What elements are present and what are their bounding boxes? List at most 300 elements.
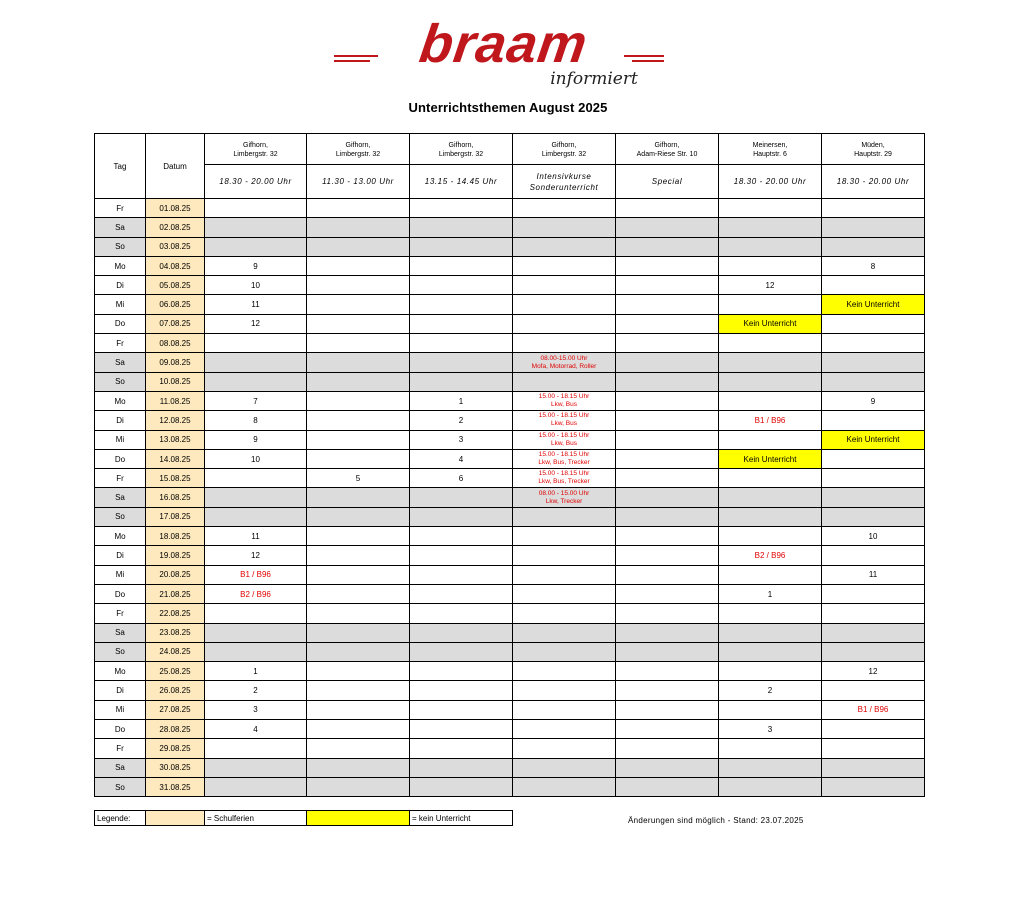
day-cell: Sa: [95, 623, 146, 642]
schedule-cell: [616, 295, 719, 314]
schedule-cell: 10: [822, 527, 925, 546]
day-cell: So: [95, 237, 146, 256]
schedule-cell: 9: [822, 391, 925, 410]
date-cell: 11.08.25: [146, 391, 205, 410]
table-row: [95, 199, 925, 218]
schedule-cell: [513, 372, 616, 391]
date-cell: 26.08.25: [146, 681, 205, 700]
schedule-cell: [822, 237, 925, 256]
schedule-cell: [822, 623, 925, 642]
schedule-cell: [307, 314, 410, 333]
schedule-cell: [410, 527, 513, 546]
header-time-3: [410, 165, 513, 199]
header-time-line: 11.30 - 13.00 Uhr: [322, 177, 394, 186]
schedule-cell: [719, 758, 822, 777]
table-row: [95, 488, 925, 507]
day-cell: Mo: [95, 662, 146, 681]
schedule-cell: [410, 739, 513, 758]
schedule-cell: 11: [822, 565, 925, 584]
schedule-cell: [410, 334, 513, 353]
schedule-cell: [616, 584, 719, 603]
schedule-cell: [822, 199, 925, 218]
schedule-cell: [719, 469, 822, 488]
schedule-cell: [307, 353, 410, 372]
schedule-cell: [205, 237, 307, 256]
table-row: [95, 700, 925, 719]
schedule-cell: [307, 334, 410, 353]
table-row: [95, 546, 925, 565]
header-time-row: [95, 165, 925, 199]
schedule-cell: Kein Unterricht: [822, 295, 925, 314]
header-location-street: Hauptstr. 29: [854, 151, 892, 158]
schedule-cell: [616, 391, 719, 410]
schedule-cell: [410, 758, 513, 777]
schedule-cell: [822, 739, 925, 758]
schedule-cell: [616, 720, 719, 739]
schedule-cell: [205, 507, 307, 526]
schedule-body: [95, 199, 925, 797]
schedule-cell: [719, 295, 822, 314]
header-time-4: [513, 165, 616, 199]
schedule-cell: [307, 411, 410, 430]
schedule-cell: [719, 353, 822, 372]
schedule-cell: [616, 681, 719, 700]
schedule-cell: [410, 700, 513, 719]
schedule-cell: [513, 430, 616, 449]
schedule-cell: [205, 334, 307, 353]
header-location-street: Limbergstr. 32: [541, 151, 587, 158]
schedule-cell: [205, 469, 307, 488]
stand-note: Änderungen sind möglich - Stand: 23.07.2025: [628, 816, 804, 825]
intensive-course-line: Lkw, Bus: [550, 420, 577, 428]
date-cell: 04.08.25: [146, 256, 205, 275]
logo-speed-line: [632, 60, 664, 62]
legend-table: [94, 810, 513, 826]
header-location-street: Limbergstr. 32: [233, 151, 278, 158]
day-cell: Do: [95, 314, 146, 333]
schedule-cell: 12: [719, 276, 822, 295]
schedule-cell: [513, 739, 616, 758]
header-datum: Datum: [146, 134, 205, 199]
schedule-cell: [410, 199, 513, 218]
schedule-cell: 9: [205, 430, 307, 449]
schedule-cell: [410, 295, 513, 314]
schedule-cell: 8: [205, 411, 307, 430]
header-location-city: Gifhorn,: [654, 142, 680, 149]
table-row: [95, 662, 925, 681]
header-location-2: [307, 134, 410, 165]
schedule-cell: B1 / B96: [822, 700, 925, 719]
legend-kein-unterricht-swatch: [307, 811, 410, 826]
schedule-cell: [513, 720, 616, 739]
schedule-cell: [307, 777, 410, 796]
schedule-cell: 11: [205, 295, 307, 314]
date-cell: 02.08.25: [146, 218, 205, 237]
date-cell: 16.08.25: [146, 488, 205, 507]
schedule-cell: [616, 565, 719, 584]
schedule-cell: [410, 777, 513, 796]
schedule-cell: [307, 623, 410, 642]
schedule-cell: [205, 199, 307, 218]
day-cell: Fr: [95, 199, 146, 218]
date-cell: 14.08.25: [146, 449, 205, 468]
schedule-cell: [616, 276, 719, 295]
schedule-cell: [205, 642, 307, 661]
schedule-cell: [616, 411, 719, 430]
schedule-cell: [616, 353, 719, 372]
table-row: [95, 623, 925, 642]
schedule-cell: [513, 276, 616, 295]
schedule-cell: [205, 739, 307, 758]
schedule-cell: 3: [719, 720, 822, 739]
table-row: [95, 353, 925, 372]
schedule-cell: [205, 353, 307, 372]
schedule-cell: [513, 391, 616, 410]
table-row: [95, 527, 925, 546]
header-location-5: [616, 134, 719, 165]
schedule-cell: [719, 739, 822, 758]
schedule-cell: [513, 449, 616, 468]
schedule-cell: 2: [410, 411, 513, 430]
day-cell: Di: [95, 546, 146, 565]
schedule-cell: [822, 334, 925, 353]
intensive-course-line: 15.00 - 18.15 Uhr: [538, 470, 590, 478]
schedule-cell: [513, 507, 616, 526]
legend-label: Legende:: [95, 811, 146, 826]
table-row: [95, 739, 925, 758]
schedule-cell: 9: [205, 256, 307, 275]
schedule-cell: B2 / B96: [719, 546, 822, 565]
date-cell: 12.08.25: [146, 411, 205, 430]
day-cell: Mi: [95, 700, 146, 719]
table-row: [95, 276, 925, 295]
schedule-cell: [719, 527, 822, 546]
schedule-cell: [513, 469, 616, 488]
schedule-cell: [616, 546, 719, 565]
header-location-city: Müden,: [861, 142, 885, 149]
schedule-cell: [616, 739, 719, 758]
schedule-cell: [616, 623, 719, 642]
day-cell: Fr: [95, 604, 146, 623]
logo-subtext: informiert: [550, 69, 638, 89]
header-time-1: [205, 165, 307, 199]
day-cell: Mi: [95, 565, 146, 584]
schedule-cell: [822, 758, 925, 777]
schedule-cell: [307, 449, 410, 468]
schedule-cell: [719, 256, 822, 275]
schedule-cell: [410, 681, 513, 700]
schedule-cell: [822, 372, 925, 391]
schedule-cell: [719, 218, 822, 237]
schedule-cell: [513, 777, 616, 796]
schedule-cell: [822, 720, 925, 739]
header-time-5: [616, 165, 719, 199]
page-title: Unterrichtsthemen August 2025: [408, 100, 608, 115]
schedule-cell: [513, 584, 616, 603]
schedule-cell: Kein Unterricht: [719, 449, 822, 468]
intensive-course-line: Lkw, Trecker: [545, 497, 583, 505]
intensive-course-line: 15.00 - 18.15 Uhr: [538, 393, 590, 401]
header-location-3: [410, 134, 513, 165]
table-row: [95, 758, 925, 777]
header-time-2: [307, 165, 410, 199]
schedule-cell: 4: [410, 449, 513, 468]
intensive-course-line: 08.00 - 15.00 Uhr: [538, 489, 590, 497]
logo-speed-line: [334, 60, 370, 62]
schedule-cell: [822, 681, 925, 700]
schedule-cell: [616, 430, 719, 449]
intensive-course-line: 15.00 - 18.15 Uhr: [538, 451, 590, 458]
header-time-line: Sonderunterricht: [529, 182, 599, 192]
schedule-cell: 5: [307, 469, 410, 488]
date-cell: 18.08.25: [146, 527, 205, 546]
schedule-cell: [513, 662, 616, 681]
header-location-city: Gifhorn,: [345, 142, 371, 149]
intensive-course-line: Lkw, Bus, Trecker: [538, 478, 590, 486]
date-cell: 28.08.25: [146, 720, 205, 739]
schedule-cell: [822, 314, 925, 333]
logo-speed-line: [624, 55, 664, 57]
schedule-cell: [410, 314, 513, 333]
schedule-cell: [307, 295, 410, 314]
schedule-cell: [719, 623, 822, 642]
table-row: [95, 720, 925, 739]
schedule-cell: [410, 237, 513, 256]
header-location-street: Limbergstr. 32: [335, 151, 381, 158]
header-time-line: 18.30 - 20.00 Uhr: [836, 177, 910, 186]
day-cell: Mo: [95, 256, 146, 275]
date-cell: 22.08.25: [146, 604, 205, 623]
intensive-course-line: 15.00 - 18.15 Uhr: [538, 412, 590, 420]
header-location-city: Gifhorn,: [243, 142, 268, 149]
schedule-cell: [616, 199, 719, 218]
logo-wordmark: braam: [416, 14, 592, 74]
day-cell: So: [95, 507, 146, 526]
schedule-cell: [513, 642, 616, 661]
schedule-cell: [205, 604, 307, 623]
date-cell: 24.08.25: [146, 642, 205, 661]
intensive-course-line: 15.00 - 18.15 Uhr: [538, 431, 590, 439]
schedule-cell: 10: [205, 449, 307, 468]
schedule-cell: [616, 237, 719, 256]
schedule-cell: [822, 449, 925, 468]
schedule-cell: [410, 507, 513, 526]
date-cell: 07.08.25: [146, 314, 205, 333]
schedule-cell: 7: [205, 391, 307, 410]
header-tag: Tag: [95, 134, 146, 199]
schedule-cell: [513, 681, 616, 700]
schedule-cell: [719, 237, 822, 256]
schedule-cell: [822, 584, 925, 603]
schedule-cell: [307, 681, 410, 700]
schedule-cell: [513, 256, 616, 275]
schedule-cell: [307, 256, 410, 275]
schedule-cell: [513, 411, 616, 430]
day-cell: So: [95, 642, 146, 661]
date-cell: 29.08.25: [146, 739, 205, 758]
schedule-cell: [205, 758, 307, 777]
day-cell: Sa: [95, 218, 146, 237]
schedule-cell: [205, 623, 307, 642]
schedule-cell: [410, 623, 513, 642]
schedule-cell: [719, 488, 822, 507]
schedule-cell: [719, 507, 822, 526]
date-cell: 03.08.25: [146, 237, 205, 256]
day-cell: Fr: [95, 334, 146, 353]
schedule-cell: [616, 372, 719, 391]
schedule-cell: B2 / B96: [205, 584, 307, 603]
table-row: [95, 565, 925, 584]
schedule-cell: 10: [205, 276, 307, 295]
schedule-cell: 12: [205, 314, 307, 333]
header-time-line: Intensivkurse: [536, 171, 592, 181]
schedule-cell: [719, 391, 822, 410]
schedule-cell: [616, 604, 719, 623]
schedule-cell: [513, 700, 616, 719]
date-cell: 25.08.25: [146, 662, 205, 681]
schedule-cell: B1 / B96: [205, 565, 307, 584]
day-cell: Do: [95, 449, 146, 468]
schedule-cell: [205, 218, 307, 237]
schedule-cell: [410, 565, 513, 584]
schedule-cell: [307, 739, 410, 758]
schedule-cell: [822, 546, 925, 565]
schedule-cell: [719, 565, 822, 584]
schedule-cell: [616, 334, 719, 353]
schedule-cell: [307, 276, 410, 295]
date-cell: 20.08.25: [146, 565, 205, 584]
schedule-cell: [307, 391, 410, 410]
schedule-cell: [719, 642, 822, 661]
schedule-table: [94, 133, 925, 797]
schedule-cell: [513, 199, 616, 218]
schedule-cell: [616, 314, 719, 333]
intensive-course-line: Lkw, Bus: [550, 401, 577, 409]
date-cell: 06.08.25: [146, 295, 205, 314]
schedule-cell: [616, 777, 719, 796]
date-cell: 27.08.25: [146, 700, 205, 719]
header-time-line: 13.15 - 14.45 Uhr: [424, 177, 498, 186]
table-row: [95, 469, 925, 488]
schedule-cell: [616, 256, 719, 275]
header-location-street: Hauptstr. 6: [753, 151, 787, 158]
day-cell: Di: [95, 681, 146, 700]
table-row: [95, 295, 925, 314]
schedule-cell: [719, 777, 822, 796]
logo-speed-line: [334, 55, 378, 57]
schedule-cell: 1: [410, 391, 513, 410]
schedule-cell: [307, 507, 410, 526]
table-row: [95, 256, 925, 275]
table-row: [95, 218, 925, 237]
header-location-1: [205, 134, 307, 165]
schedule-cell: [616, 218, 719, 237]
schedule-cell: [307, 527, 410, 546]
schedule-cell: [410, 372, 513, 391]
header-location-6: [719, 134, 822, 165]
schedule-cell: [410, 604, 513, 623]
schedule-cell: [616, 642, 719, 661]
schedule-cell: [307, 584, 410, 603]
schedule-cell: [822, 777, 925, 796]
date-cell: 13.08.25: [146, 430, 205, 449]
date-cell: 30.08.25: [146, 758, 205, 777]
intensive-course-line: Lkw, Bus, Trecker: [538, 459, 590, 466]
schedule-cell: [513, 565, 616, 584]
date-cell: 10.08.25: [146, 372, 205, 391]
schedule-cell: 1: [719, 584, 822, 603]
schedule-cell: [307, 565, 410, 584]
intensive-course-line: 08.00-15.00 Uhr: [540, 354, 588, 362]
schedule-cell: [719, 199, 822, 218]
day-cell: Do: [95, 584, 146, 603]
schedule-cell: [410, 218, 513, 237]
schedule-cell: [410, 584, 513, 603]
table-row: [95, 681, 925, 700]
schedule-cell: [822, 411, 925, 430]
date-cell: 01.08.25: [146, 199, 205, 218]
table-row: [95, 391, 925, 410]
schedule-cell: [307, 372, 410, 391]
schedule-cell: [513, 237, 616, 256]
day-cell: Mi: [95, 430, 146, 449]
schedule-cell: [719, 662, 822, 681]
header-location-street: Adam-Riese Str. 10: [636, 151, 698, 158]
schedule-cell: [513, 314, 616, 333]
schedule-cell: [410, 276, 513, 295]
schedule-cell: [822, 353, 925, 372]
schedule-cell: [410, 720, 513, 739]
schedule-cell: [616, 488, 719, 507]
schedule-cell: 11: [205, 527, 307, 546]
schedule-cell: [616, 527, 719, 546]
schedule-cell: [513, 353, 616, 372]
table-row: [95, 314, 925, 333]
day-cell: Mo: [95, 527, 146, 546]
table-row: [95, 449, 925, 468]
legend-schulferien-swatch: [146, 811, 205, 826]
schedule-cell: [513, 295, 616, 314]
header-location-4: [513, 134, 616, 165]
date-cell: 21.08.25: [146, 584, 205, 603]
schedule-cell: [307, 237, 410, 256]
schedule-cell: [822, 507, 925, 526]
day-cell: Di: [95, 276, 146, 295]
table-row: [95, 777, 925, 796]
header-time-line: 18.30 - 20.00 Uhr: [733, 177, 807, 186]
schedule-cell: [307, 488, 410, 507]
schedule-cell: [513, 334, 616, 353]
schedule-cell: [719, 700, 822, 719]
schedule-cell: [307, 700, 410, 719]
schedule-cell: [616, 469, 719, 488]
legend-schulferien-text: = Schulferien: [205, 811, 307, 826]
schedule-cell: 12: [822, 662, 925, 681]
table-row: [95, 334, 925, 353]
schedule-cell: [410, 642, 513, 661]
day-cell: Mo: [95, 391, 146, 410]
table-row: [95, 372, 925, 391]
date-cell: 15.08.25: [146, 469, 205, 488]
schedule-cell: [719, 430, 822, 449]
table-row: [95, 604, 925, 623]
date-cell: 08.08.25: [146, 334, 205, 353]
schedule-cell: [616, 507, 719, 526]
schedule-cell: [616, 758, 719, 777]
braam-logo: [332, 14, 672, 90]
schedule-cell: Kein Unterricht: [822, 430, 925, 449]
schedule-cell: [513, 527, 616, 546]
